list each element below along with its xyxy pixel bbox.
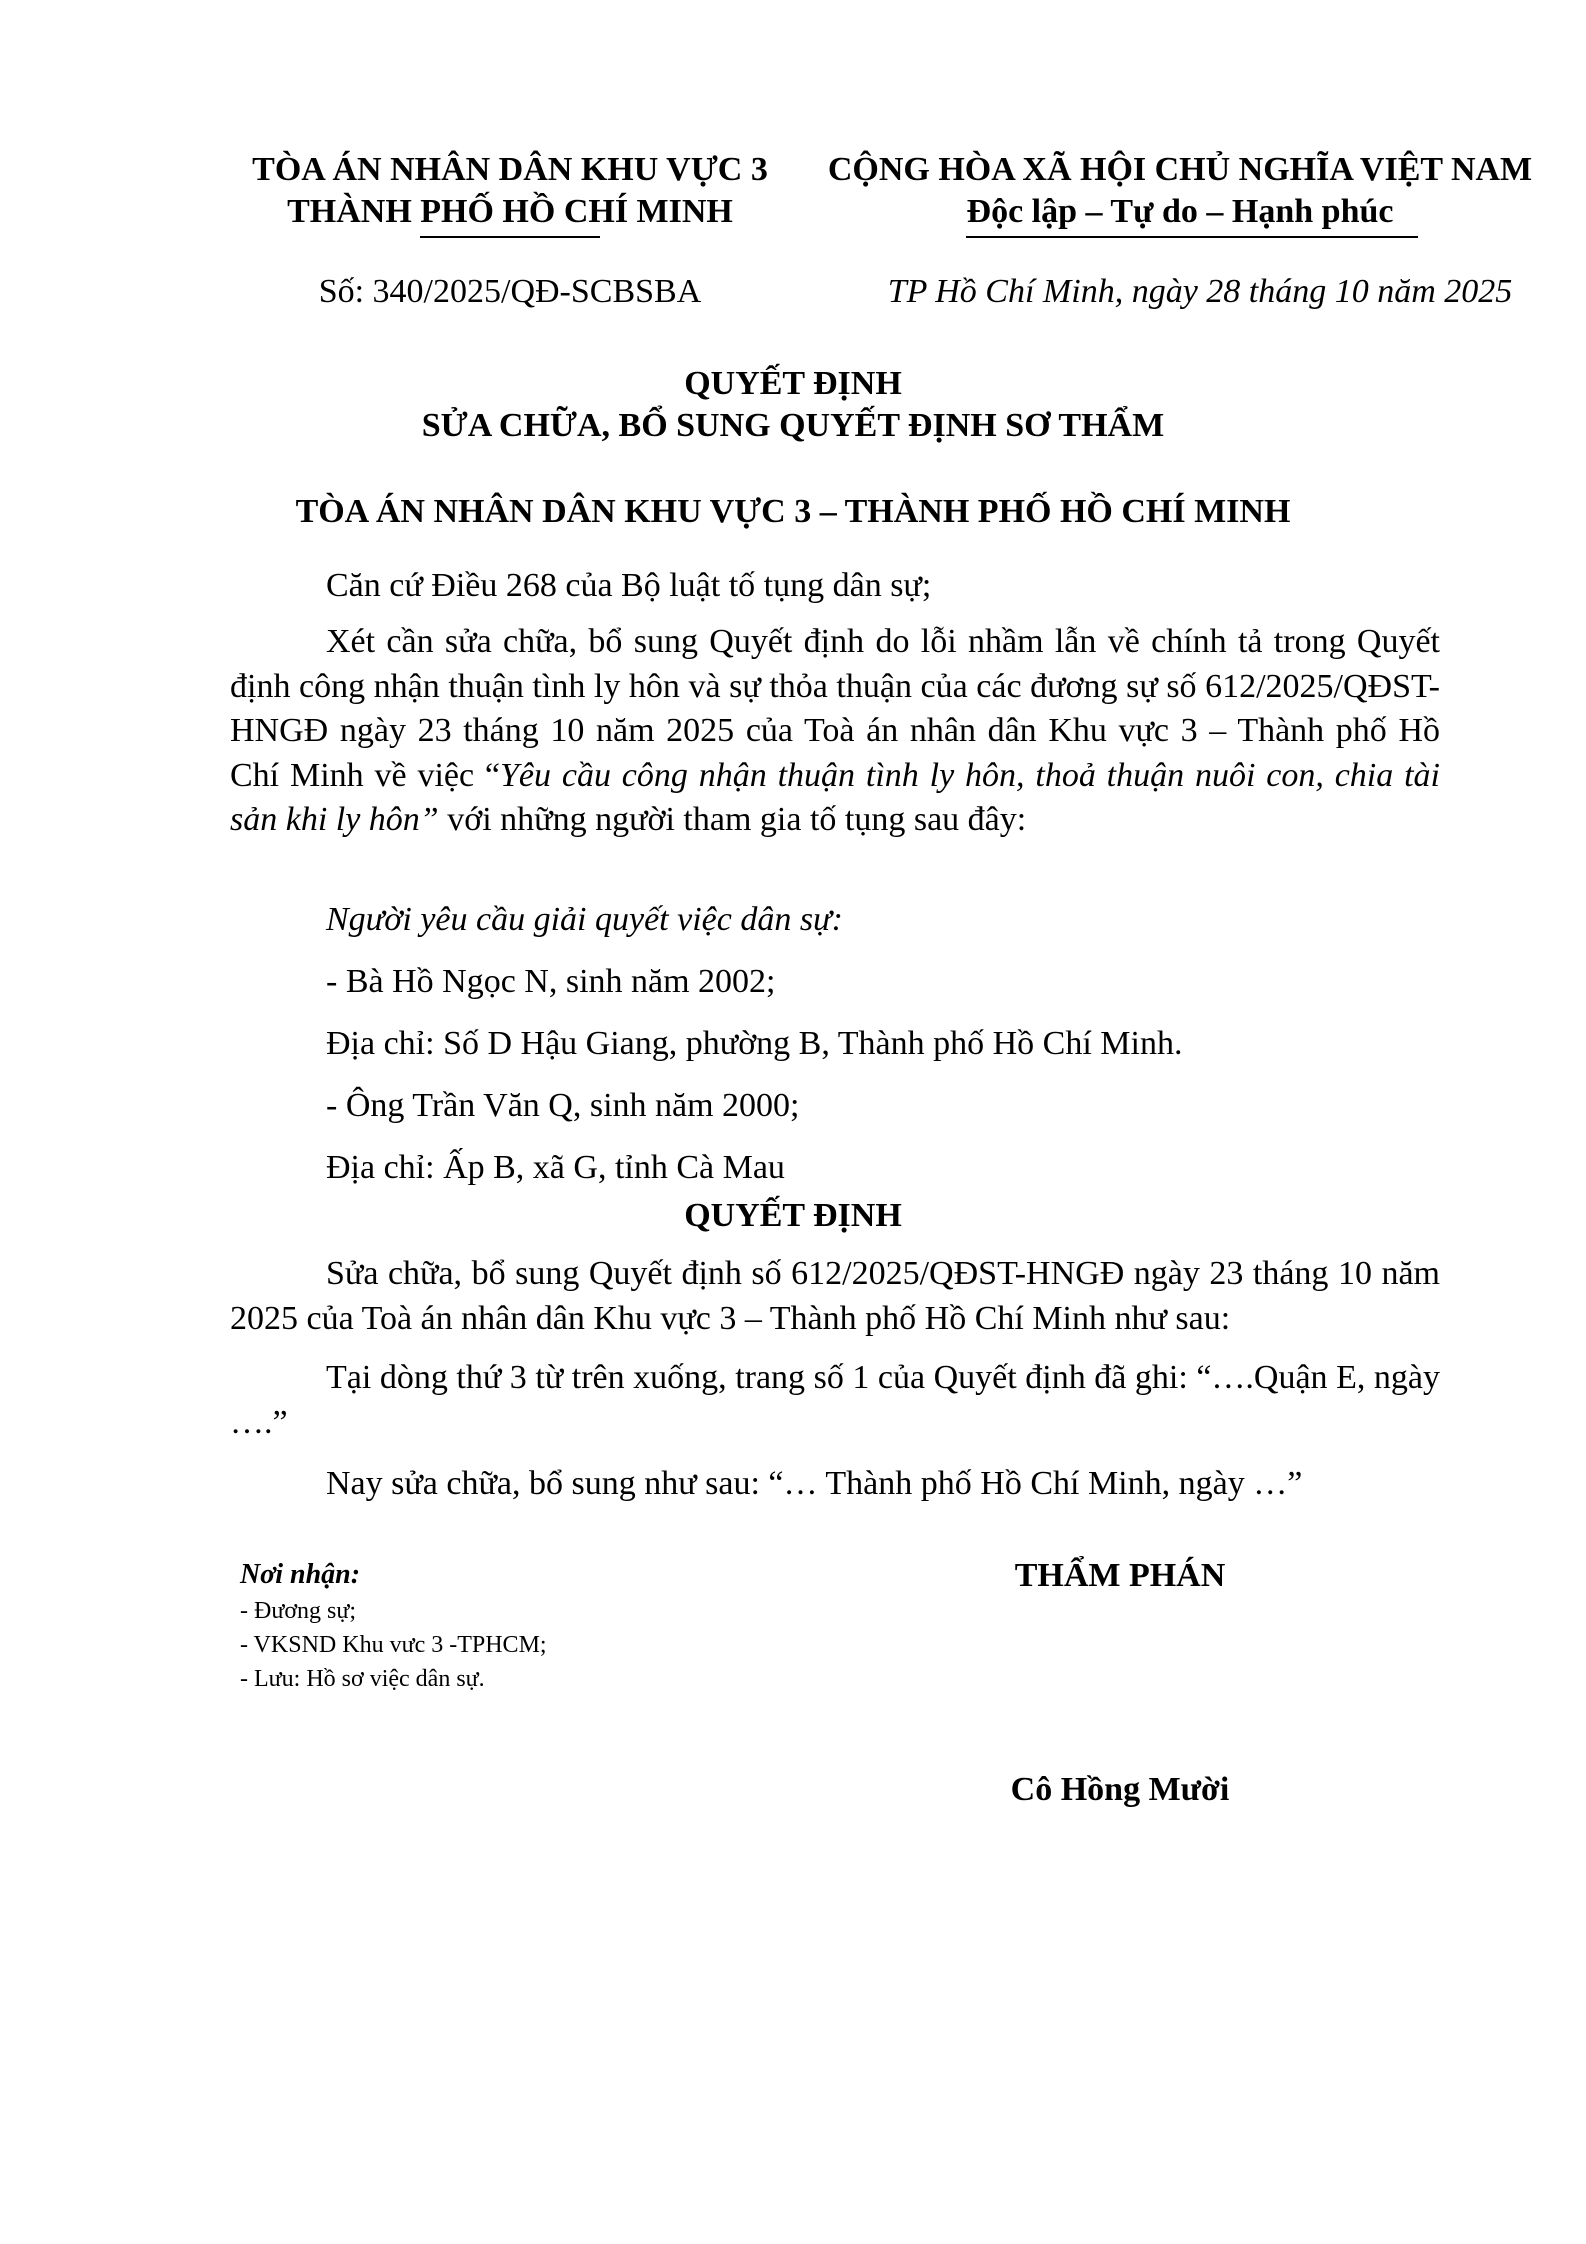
consideration-paragraph [230,620,1440,843]
national-motto-underline [966,236,1418,238]
recipient-item: - Lưu: Hồ sơ việc dân sự. [240,1666,485,1692]
requesters-label: Người yêu cầu giải quyết việc dân sự: [326,901,843,938]
national-motto: Độc lập – Tự do – Hạnh phúc [966,193,1394,230]
issuing-court: TÒA ÁN NHÂN DÂN KHU VỰC 3 – THÀNH PHỐ HỒ CHÍ MINH [295,493,1291,530]
recipient-item: - Đương sự; [240,1598,357,1624]
republic-name: CỘNG HÒA XÃ HỘI CHỦ NGHĨA VIỆT NAM [827,151,1533,188]
consideration-text-part1: Xét cần sửa chữa, bổ sung Quyết định do lỗi nhầm lẫn về chính tả trong Quyết định công nhận thuận tình ly hôn và sự thỏa thuận của các đương sự số 612/2025/QĐST-HNGĐ ngày 23 tháng 10 năm 2025 của Toà án nhân dân Khu vực 3 – Thành phố Hồ Chí Minh về việc “ [230,623,1440,794]
signer-title: THẨM PHÁN [1014,1557,1226,1594]
court-name-line2: THÀNH PHỐ HỒ CHÍ MINH [287,193,733,230]
recipients-label: Nơi nhận: [240,1559,361,1590]
party-2-address: Địa chỉ: Ấp B, xã G, tỉnh Cà Mau [326,1149,785,1186]
signer-name: Cô Hồng Mười [1010,1771,1230,1808]
legal-basis: Căn cứ Điều 268 của Bộ luật tố tụng dân sự; [326,567,932,604]
consideration-text-part2: với những người tham gia tố tụng sau đây: [438,801,1027,838]
document-number: Số: 340/2025/QĐ-SCBSBA [318,273,702,310]
decision-heading: QUYẾT ĐỊNH [684,1197,902,1234]
document-title: QUYẾT ĐỊNH [684,365,902,402]
document-subtitle: SỬA CHỮA, BỔ SUNG QUYẾT ĐỊNH SƠ THẨM [421,407,1165,444]
court-name-underline [420,236,600,238]
recipient-item: - VKSND Khu vưc 3 -TPHCM; [240,1632,547,1658]
decision-paragraph-2: Tại dòng thứ 3 từ trên xuống, trang số 1 của Quyết định đã ghi: “….Quận E, ngày ….” [230,1359,1440,1441]
place-and-date: TP Hồ Chí Minh, ngày 28 tháng 10 năm 2025 [887,273,1513,310]
party-2: - Ông Trần Văn Q, sinh năm 2000; [326,1087,800,1124]
party-1-address: Địa chỉ: Số D Hậu Giang, phường B, Thành phố Hồ Chí Minh. [326,1025,1183,1062]
decision-paragraph-1: Sửa chữa, bổ sung Quyết định số 612/2025/QĐST-HNGĐ ngày 23 tháng 10 năm 2025 của Toà án nhân dân Khu vực 3 – Thành phố Hồ Chí Minh như sau: [230,1255,1440,1337]
case-subject: Yêu cầu công nhận thuận tình ly hôn, thoả thuận nuôi con, chia tài sản khi ly hôn” [230,756,1440,838]
decision-paragraph-3: Nay sửa chữa, bổ sung như sau: “… Thành phố Hồ Chí Minh, ngày …” [326,1465,1303,1502]
court-name-line1: TÒA ÁN NHÂN DÂN KHU VỰC 3 [252,151,768,188]
party-1: - Bà Hồ Ngọc N, sinh năm 2002; [326,963,776,1000]
